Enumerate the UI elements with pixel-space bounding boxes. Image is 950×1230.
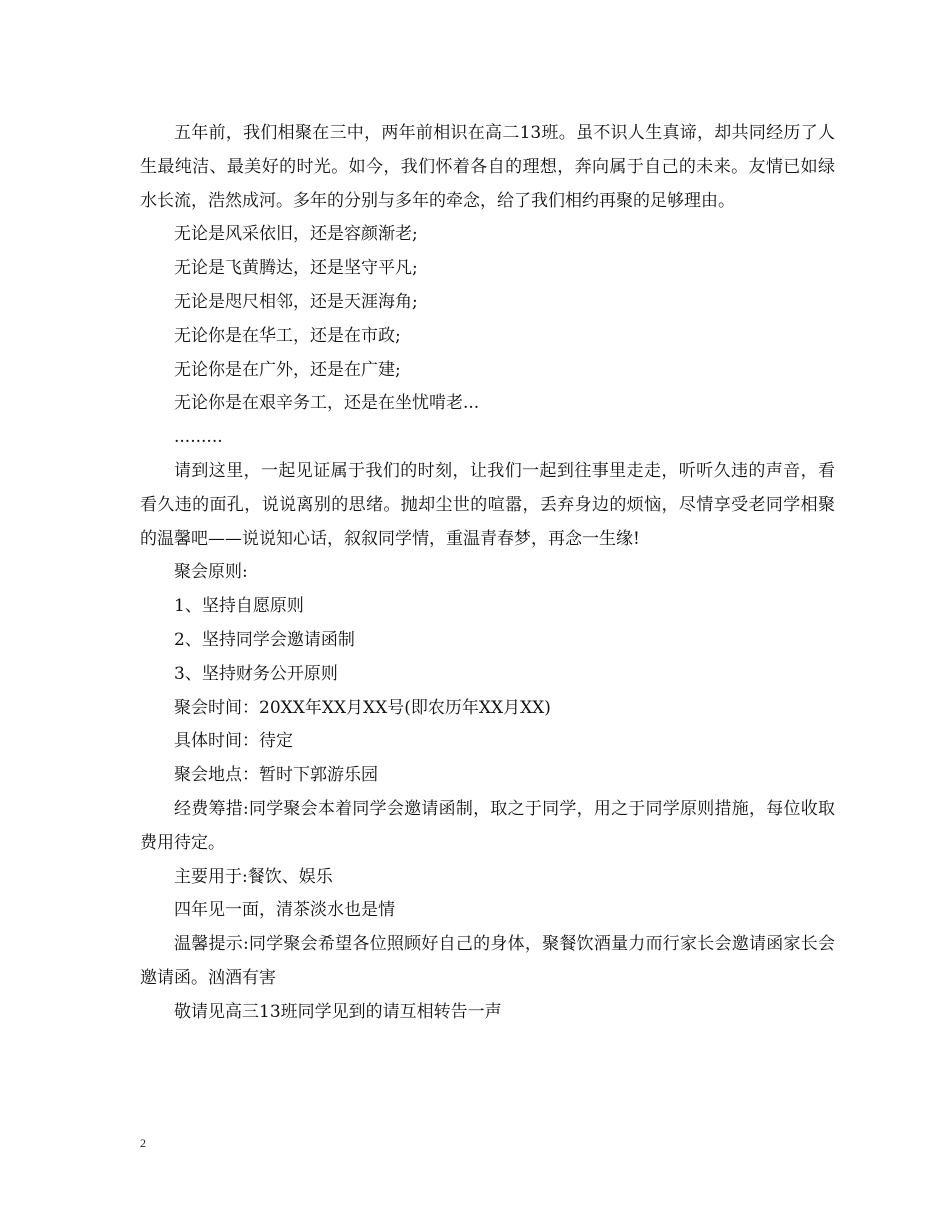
paragraph-line: 无论是风采依旧，还是容颜渐老; (174, 224, 418, 245)
closing-line: 敬请见高三13班同学见到的请互相转告一声 (174, 1001, 502, 1022)
paragraph-intro: 五年前，我们相聚在三中，两年前相识在高二13班。虽不识人生真谛，却共同经历了人生最纯洁、最美好的时光。如今，我们怀着各自的理想，奔向属于自己的未来。友情已如绿水长流，浩然成河。多年的分别与多年的牵念，给了我们相约再聚的足够理由。 (140, 123, 835, 211)
page-number: 2 (140, 1136, 146, 1150)
meeting-location: 聚会地点：暂时下郭游乐园 (174, 765, 378, 786)
document-body (140, 117, 835, 1030)
paragraph-line: 无论你是在华工，还是在市政; (174, 325, 401, 346)
paragraph-line: 无论是飞黄腾达，还是坚守平凡; (174, 258, 418, 279)
slogan-line: 四年见一面，清茶淡水也是情 (174, 900, 395, 921)
paragraph-line: 无论你是在艰辛务工，还是在坐忧啃老... (174, 393, 480, 414)
specific-time: 具体时间：待定 (174, 731, 293, 752)
principle-item: 2、坚持同学会邀请函制 (174, 629, 355, 650)
paragraph-line: 无论你是在广外，还是在广建; (174, 359, 401, 380)
paragraph-ellipsis: ......... (174, 427, 223, 448)
principle-item: 3、坚持财务公开原则 (174, 663, 338, 684)
paragraph-invitation: 请到这里，一起见证属于我们的时刻，让我们一起到往事里走走，听听久违的声音，看看久违的面孔，说说离别的思绪。抛却尘世的喧嚣，丢弃身边的烦恼，尽情享受老同学相聚的温馨吧——说说知心话，叙叙同学情，重温青春梦，再念一生缘! (140, 460, 835, 549)
meeting-time: 聚会时间：20XX年XX月XX号(即农历年XX月XX) (174, 697, 551, 718)
reminder-paragraph: 温馨提示:同学聚会希望各位照顾好自己的身体，聚餐饮酒量力而行家长会邀请函家长会邀请函。汹酒有害 (140, 934, 835, 988)
paragraph-line: 无论是咫尺相邻，还是天涯海角; (174, 291, 418, 312)
main-usage: 主要用于:餐饮、娱乐 (174, 866, 333, 887)
funding-paragraph: 经费筹措:同学聚会本着同学会邀请函制，取之于同学，用之于同学原则措施，每位收取费用待定。 (140, 798, 835, 853)
principle-item: 1、坚持自愿原则 (174, 596, 304, 617)
principles-heading: 聚会原则: (174, 562, 248, 583)
